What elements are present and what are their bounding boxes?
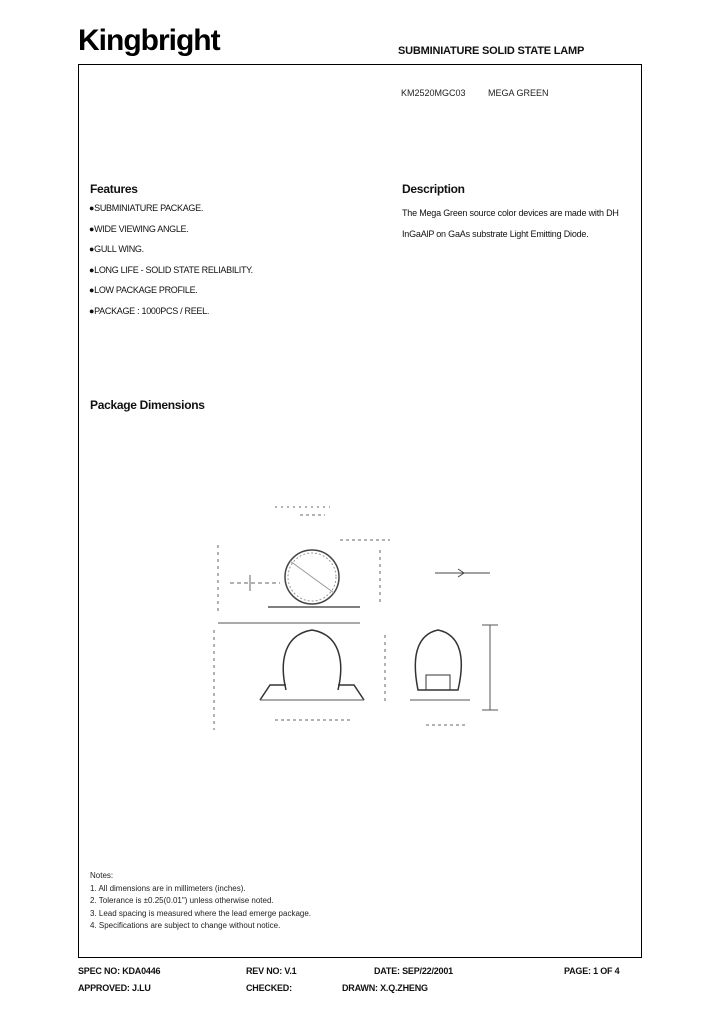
front-view — [214, 623, 385, 730]
part-number: KM2520MGC03 — [401, 88, 466, 98]
feature-item: ●GULL WING. — [89, 244, 144, 254]
revision-number: REV NO: V.1 — [246, 966, 297, 976]
feature-item: ●LOW PACKAGE PROFILE. — [89, 285, 198, 295]
package-dimension-drawing — [200, 495, 500, 745]
feature-item: ●PACKAGE : 1000PCS / REEL. — [89, 305, 210, 316]
note-item: 2. Tolerance is ±0.25(0.01") unless otherwise noted. — [90, 896, 274, 905]
drawn-by: DRAWN: X.Q.ZHENG — [342, 983, 428, 993]
description-text: The Mega Green source color devices are made with DH InGaAlP on GaAs substrate Light Emitting Diode. — [402, 208, 619, 239]
checked-by: CHECKED: — [246, 983, 292, 993]
features-heading: Features — [90, 182, 138, 196]
spec-number: SPEC NO: KDA0446 — [78, 966, 161, 976]
company-logo: Kingbright — [78, 24, 220, 57]
feature-item: ●SUBMINIATURE PACKAGE. — [89, 203, 204, 213]
note-item: 4. Specifications are subject to change without notice. — [90, 921, 281, 930]
notes-block — [90, 870, 311, 933]
approved-by: APPROVED: J.LU — [78, 983, 151, 993]
top-view — [218, 507, 390, 615]
part-color-name: MEGA GREEN — [488, 88, 549, 98]
page-number: PAGE: 1 OF 4 — [564, 966, 620, 976]
document-date: DATE: SEP/22/2001 — [374, 966, 453, 976]
note-item: 3. Lead spacing is measured where the lead emerge package. — [90, 908, 312, 918]
notes-title: Notes: — [90, 871, 114, 880]
package-dimensions-heading: Package Dimensions — [90, 398, 205, 412]
document-title: SUBMINIATURE SOLID STATE LAMP — [398, 45, 585, 57]
description-heading: Description — [402, 182, 465, 196]
note-item: 1. All dimensions are in millimeters (inches). — [90, 883, 246, 893]
features-list — [89, 203, 349, 326]
feature-item: ●LONG LIFE - SOLID STATE RELIABILITY. — [89, 264, 253, 275]
side-view — [410, 569, 498, 725]
feature-item: ●WIDE VIEWING ANGLE. — [89, 223, 189, 234]
